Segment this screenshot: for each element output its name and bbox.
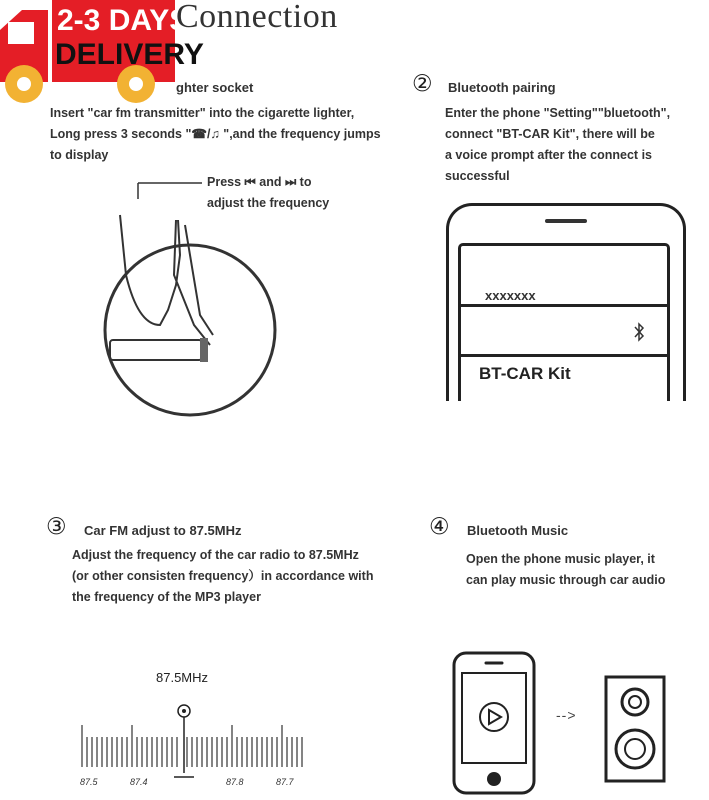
step4-heading: Bluetooth Music [467,523,569,538]
step2-line: Enter the phone "Setting""bluetooth", [445,106,671,120]
annotation-line: adjust the frequency [207,196,330,210]
page-title: Connection [176,0,338,35]
truck-icon [0,0,204,108]
step4-line: Open the phone music player, it [466,552,655,566]
frequency-dial [70,695,320,795]
step3-number: ③ [46,514,67,540]
dial-tick-label: 87.5 [80,777,98,787]
badge-line2: DELIVERY [55,38,204,71]
step1-body [50,103,381,166]
step3-heading: Car FM adjust to 87.5MHz [84,523,242,538]
phone-screen [458,243,670,401]
device-name-masked: xxxxxxx [485,288,536,303]
step3-body [72,545,373,608]
step3-line: Adjust the frequency of the car radio to 87.5MHz [72,548,359,562]
step2-line: connect "BT-CAR Kit", there will be [445,127,655,141]
badge-line1: 2-3 DAYS [57,4,190,37]
step1-heading: ghter socket [176,80,254,95]
delivery-badge [0,0,204,108]
dial-tick-label: 87.8 [226,777,244,787]
dial-tick-label: 87.4 [130,777,148,787]
dial-tick-label: 87.7 [276,777,294,787]
step1-line: to display [50,148,109,162]
phone-speaker [545,219,587,223]
dial-frequency-label: 87.5MHz [156,670,209,685]
step2-body [445,103,670,187]
speaker-icon [604,675,666,785]
phone-outline [446,203,686,401]
device-bt-car-kit: BT-CAR Kit [479,364,571,383]
arrow-icon: --> [556,707,577,723]
cigarette-lighter-illustration [90,175,290,415]
step3-line: (or other consisten frequency）in accordance with [72,569,374,583]
step1-line: Insert "car fm transmitter" into the cigarette lighter, [50,106,355,120]
step2-line: successful [445,169,510,183]
step2-number: ② [412,71,433,97]
phone-music-player-icon [452,651,537,796]
step2-heading: Bluetooth pairing [448,80,556,95]
step1-line: Long press 3 seconds "☎/♫ ",and the frequency jumps [50,127,381,141]
bluetooth-icon [633,322,645,347]
step3-line: the frequency of the MP3 player [72,590,261,604]
step4-body [466,549,665,591]
step4-line: can play music through car audio [466,573,666,587]
annotation-line: Press ⏮ and ⏭ to [207,175,312,189]
step4-number: ④ [429,514,450,540]
step2-line: a voice prompt after the connect is [445,148,652,162]
